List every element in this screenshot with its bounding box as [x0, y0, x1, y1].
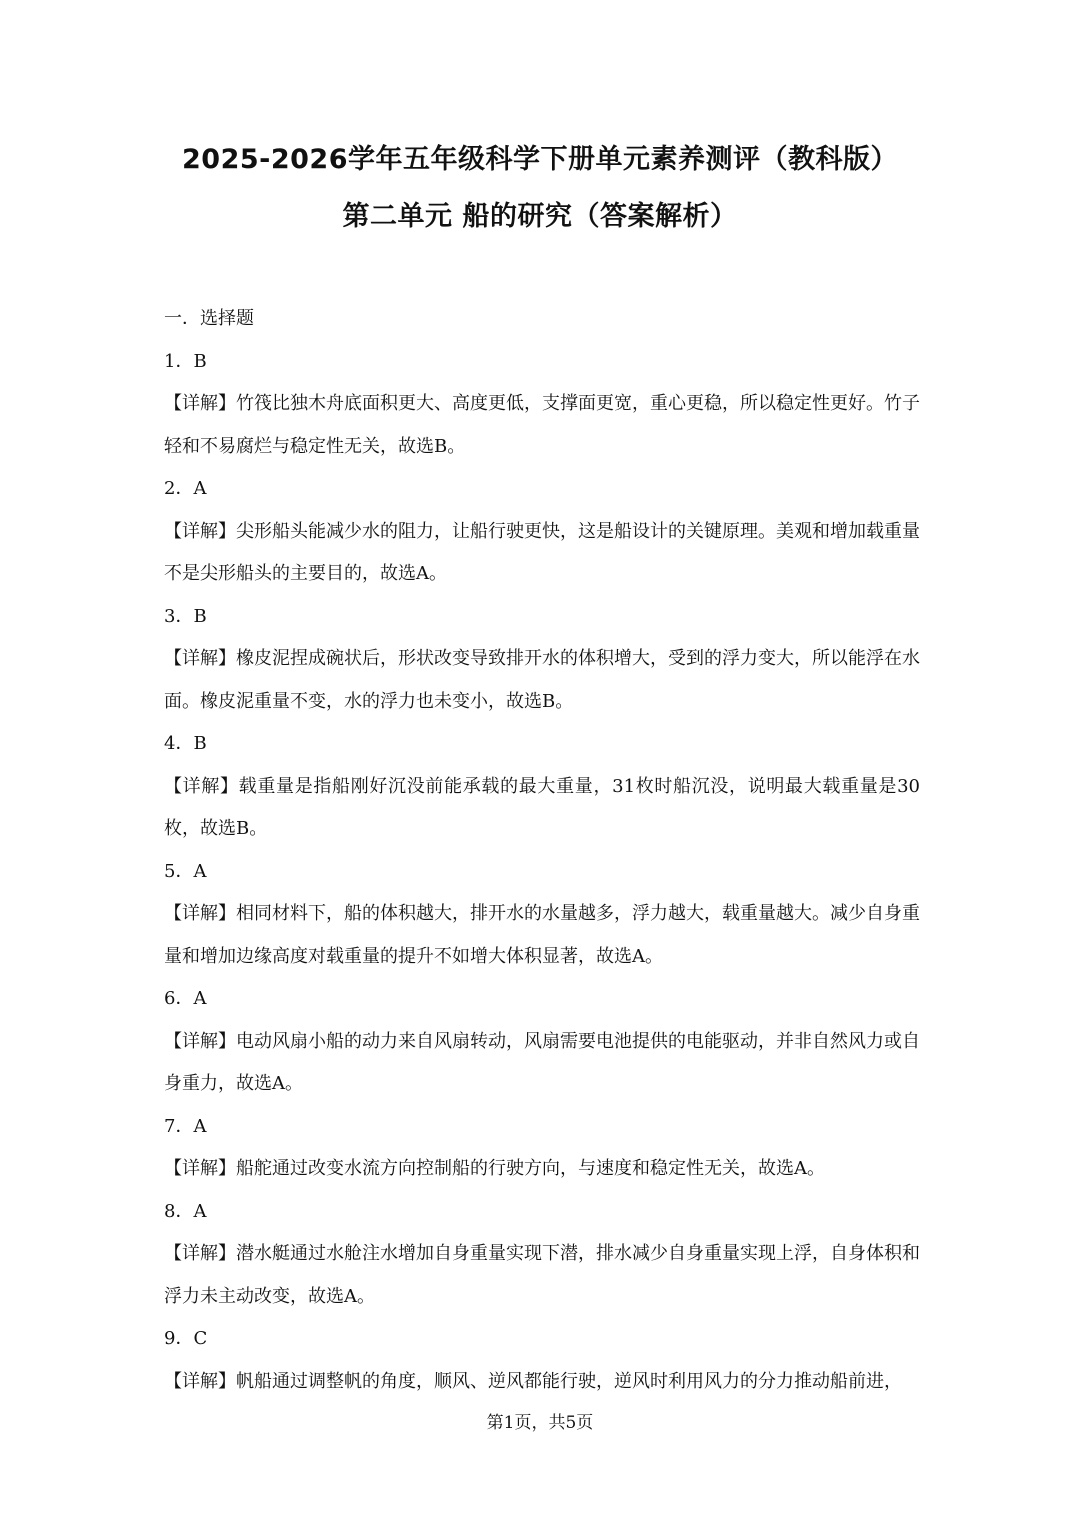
- answer-7: 7．A: [164, 1115, 207, 1137]
- explanation-3: 【详解】橡皮泥捏成碗状后，形状改变导致排开水的体积增大，受到的浮力变大，所以能浮在水面。橡皮泥重量不变，水的浮力也未变小，故选B。: [164, 648, 920, 712]
- answer-5: 5．A: [164, 860, 207, 882]
- page-footer: 第1页，共5页: [486, 1413, 594, 1433]
- explanation-7: 【详解】船舵通过改变水流方向控制船的行驶方向，与速度和稳定性无关，故选A。: [164, 1158, 825, 1179]
- answer-9: 9．C: [164, 1328, 208, 1349]
- answer-8: 8．A: [164, 1200, 207, 1222]
- explanation-1: 【详解】竹筏比独木舟底面积更大、高度更低，支撑面更宽，重心更稳，所以稳定性更好。竹子轻和不易腐烂与稳定性无关，故选B。: [164, 393, 920, 457]
- document-subtitle: 第二单元 船的研究（答案解析）: [342, 201, 738, 232]
- explanation-4: 【详解】载重量是指船刚好沉没前能承载的最大重量，31枚时船沉没，说明最大载重量是30枚，故选B。: [164, 775, 920, 839]
- answer-4: 4．B: [164, 733, 207, 754]
- explanation-6: 【详解】电动风扇小船的动力来自风扇转动，风扇需要电池提供的电能驱动，并非自然风力或自身重力，故选A。: [164, 1030, 920, 1094]
- explanation-5: 【详解】相同材料下，船的体积越大，排开水的水量越多，浮力越大，载重量越大。减少自身重量和增加边缘高度对载重量的提升不如增大体积显著，故选A。: [164, 903, 920, 967]
- document-title: 2025-2026学年五年级科学下册单元素养测评（教科版）: [182, 144, 898, 175]
- answer-1: 1．B: [164, 350, 207, 372]
- explanation-9: 【详解】帆船通过调整帆的角度，顺风、逆风都能行驶，逆风时利用风力的分力推动船前进，: [164, 1370, 902, 1392]
- answer-2: 2．A: [164, 478, 207, 499]
- answer-6: 6．A: [164, 988, 207, 1009]
- section-heading: 一．选择题: [164, 308, 254, 329]
- explanation-8: 【详解】潜水艇通过水舱注水增加自身重量实现下潜，排水减少自身重量实现上浮，自身体积和浮力未主动改变，故选A。: [164, 1243, 920, 1307]
- answer-section: [164, 298, 924, 1403]
- explanation-2: 【详解】尖形船头能减少水的阻力，让船行驶更快，这是船设计的关键原理。美观和增加载重量不是尖形船头的主要目的，故选A。: [164, 520, 920, 584]
- answer-3: 3．B: [164, 605, 207, 627]
